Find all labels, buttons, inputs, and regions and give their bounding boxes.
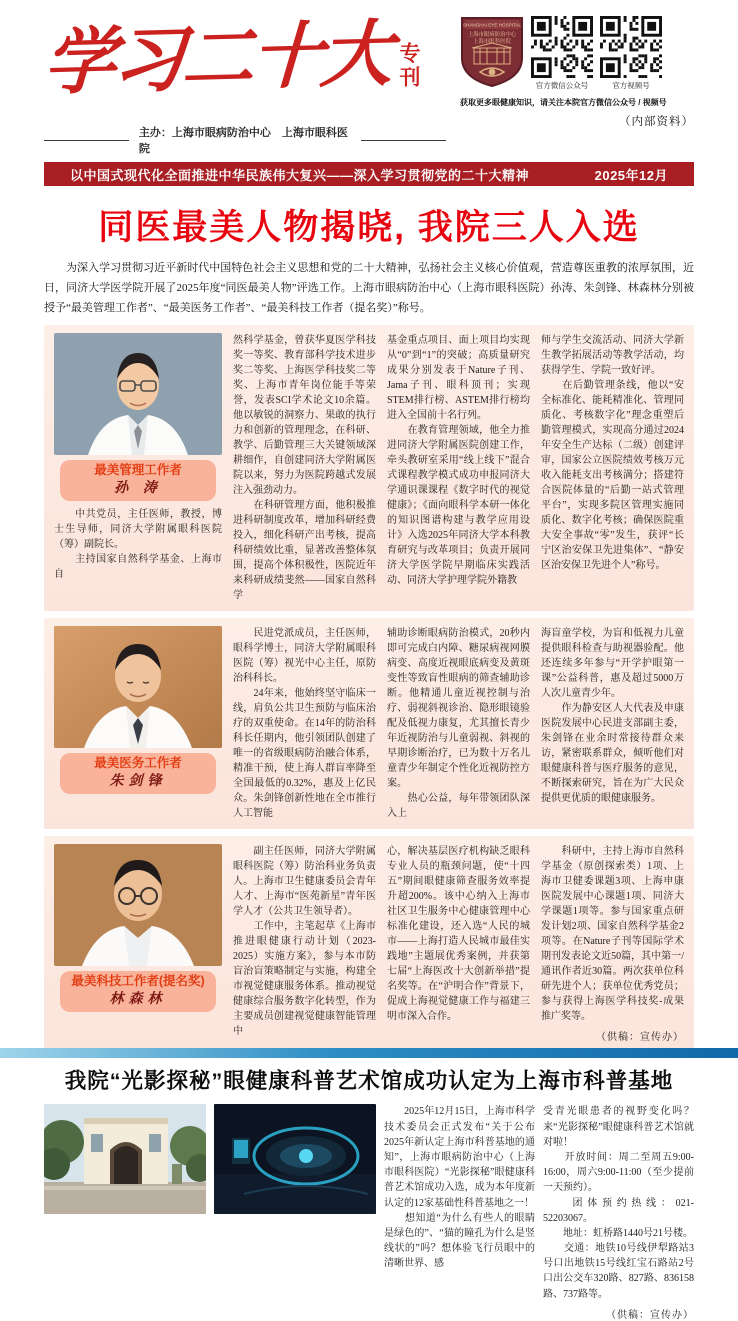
text-column-3: [541, 626, 684, 821]
organizer-rule-right: [361, 140, 446, 141]
paragraph: 在科研管理方面，他积极推进科研制度改革，增加科研经费投入，细化科研产出考核，提高科研绩效比重，显著改善整体氛围，提高个体积极性，医院近年来科研成绩斐然——国家自然科学: [233, 500, 376, 602]
paragraph: 副主任医师，同济大学附属眼科医院（筹）防治科业务负责人。上海市卫生健康委员会青年人才、上海市“医苑新星”青年医学人才（公共卫生领导者）。: [233, 846, 376, 918]
paragraph: 然科学基金，曾获华夏医学科技奖一等奖、教育部科学技术进步奖二等奖、上海医学科技奖二等奖、上海市青年岗位能手等荣誉，发表SCI学术论文10余篇。他以敏锐的洞察力、果敢的执行力和创新的管理理念，在科研、教学、后勤管理三大关键领域深耕细作，自创建同济大学附属医院以来，努力为医院跨越式发展注入强劲动力。: [233, 335, 376, 497]
profile-row-lin-senlin: [44, 836, 694, 1051]
award-badge: [60, 753, 216, 794]
paragraph: 工作中，主笔起草《上海市推进眼健康行动计划（2023-2025）实施方案》，参与本市防盲治盲策略制定与实施，构建全市视觉健康服务体系。推动视觉健康综合服务数字化转型，作为主要成员创建视觉健康智能管理中: [233, 921, 376, 1038]
masthead-title-row: [41, 10, 446, 116]
text-column-3: [541, 333, 684, 603]
paragraph: 师与学生交流活动、同济大学新生教学拓展活动等教学活动，均获得学生、学院一致好评。: [541, 335, 684, 377]
photo-cell: [54, 844, 222, 1043]
paragraph: 24年来，他始终坚守临床一线，肩负公共卫生预防与临床治疗的双重使命。在14年的防治科科长任期内，他引领团队创建了唯一的省级眼病防治融合体系，精准干预，使上海人群盲率降至全国最低的0.32%，惠及上亿民众。朱剑锋创新性地在全市推行人工智能: [233, 688, 376, 820]
paragraph: 心，解决基层医疗机构缺乏眼科专业人员的瓶颈问题，使“十四五”期间眼健康筛查服务效率提升超200%。该中心纳入上海市社区卫生服务中心健康管理中心标准化建设，还入选“人民的城市——上海打造人民城市最佳实践地”主题展优秀案例，并获第七届“上海医改十大创新举措”提名奖等。在“沪明合作”背景下，促成上海视觉健康工作与福建三明市深入合作。: [387, 846, 530, 1023]
organizer-text: 主办：上海市眼病防治中心 上海市眼科医院: [138, 127, 348, 155]
masthead-right-block: [460, 16, 694, 156]
paragraph: 作为静安区人大代表及申康医院发展中心民进支部副主委，朱剑锋在业余时常接待群众来访，紧密联系群众，倾听他们对眼健康科普与医疗服务的意见，不断探索研究，旨在为广大民众提供更优质的眼健康服务。: [541, 703, 684, 805]
article2-column-1: [384, 1104, 535, 1320]
article2-body: [44, 1104, 694, 1320]
masthead-title-block: [41, 10, 446, 156]
paragraph: 开放时间：周二至周五9:00-16:00，周六9:00-11:00（至少提前一天预约）。: [543, 1151, 694, 1194]
paragraph: 基金重点项目、面上项目均实现从“0”到“1”的突破；高质量研究成果分别发表于Nature子刊、Jama子刊、眼科顶刊；实现STEM排行榜、ASTEM排行榜均进入全国前十名行列。: [387, 335, 530, 422]
article1-headline: 同医最美人物揭晓, 我院三人入选: [98, 208, 640, 247]
article2-byline: （供稿：宣传办）: [606, 1309, 694, 1321]
paragraph: 2025年12月15日，上海市科学技术委员会正式发布“关于公布2025年新认定上海市科普基地的通知”，上海市眼病防治中心（上海市眼科医院）“光影探秘”眼健康科普艺术馆成功入选，成为本年度新认定的12家基础性科普基地之一！: [384, 1106, 535, 1209]
photo-museum-exhibit: [214, 1104, 376, 1214]
paragraph: 热心公益，每年带领团队深入上: [387, 793, 530, 820]
person-name: 孙 涛: [114, 480, 162, 497]
text-column-2: [387, 333, 530, 603]
photo-caption: [54, 507, 222, 582]
paragraph: 受青光眼患者的视野变化吗？来“光影探秘”眼健康科普艺术馆就对啦！: [543, 1106, 694, 1148]
video-qr-label: 官方视频号: [612, 81, 650, 90]
person-name: 林森林: [109, 991, 167, 1008]
paragraph: 团体预约热线：021-52203067。: [543, 1197, 694, 1224]
organizer-line: [44, 124, 446, 156]
badge-title: 最美科技工作者(提名奖): [71, 974, 205, 989]
paragraph: 想知道“为什么有些人的眼睛是绿色的”、“猫的瞳孔为什么是竖线状的”吗？想体验飞行员眼中的清晰世界、感: [384, 1212, 535, 1270]
portrait-photo-lin-senlin: [54, 844, 222, 966]
profile-row-sun-tao: [44, 325, 694, 611]
logo-qr-row: [460, 16, 694, 91]
paragraph: 辅助诊断眼病防治模式，20秒内即可完成白内障、糖尿病视网膜病变、高度近视眼底病变及黄斑变性等致盲性眼病的筛查辅助诊断。他精通儿童近视控制与治疗、弱视斜视诊治、隐形眼镜验配及低视力康复，尤其擅长青少年近视防治与儿童弱视、斜视的早期诊断治疗，已为数十万名儿童青少年制定个性化近视防控方案。: [387, 628, 530, 790]
organizer-rule-left: [44, 140, 129, 141]
photo-cell: [54, 626, 222, 821]
badge-title: 最美管理工作者: [94, 463, 182, 478]
portrait-photo-zhu-jianfeng: [54, 626, 222, 748]
crest-line2: 上海市眼科医院: [473, 39, 511, 45]
paragraph: 交通：地铁10号线伊犁路站3号口出地铁15号线红宝石路站2号口出公交车320路、827路、836158路、737路等。: [543, 1243, 694, 1300]
wechat-qr-label: 官方微信公众号: [535, 81, 589, 90]
footer-bar: [0, 1048, 738, 1058]
masthead-title: 学习二十大: [41, 10, 392, 105]
paragraph: 在后勤管理条线，他以“安全标准化、能耗精准化、管理同质化、考核数字化”理念重塑后勤管理模式，实现高分通过2024年安全生产达标（二级）创建评审，国家公立医院绩效考核万元收入能耗支出考核满分；搭建符合医院体量的“后勤一站式管理平台”，实现多院区管理实施同质化、数字化考核；确保医院重大安全事故“零”发生，获评“长宁区治安保卫先进集体”、“静安区治安保卫先进个人”称号。: [541, 380, 684, 572]
person-name: 朱剑锋: [109, 773, 167, 790]
text-column-1: [233, 626, 376, 821]
paragraph: 在教育管理领域，他全力推进同济大学附属医院创建工作，牵头教研室采用“线上线下”混合式课程教学模式成功申报同济大学通识课课程《数字时代的视觉健康》；《面向眼科学本研一体化的知识图谱构建与教学应用设计》入选2025年同济大学本科教育研究与改革项目；负责开展同济大学医学院早期临床实践活动、同济大学护理学院外籍教: [387, 425, 530, 587]
paragraph: 主持国家自然科学基金、上海市自: [54, 554, 222, 581]
hospital-crest-icon: [460, 16, 524, 88]
badge-title: 最美医务工作者: [94, 756, 182, 771]
award-badge: [60, 460, 216, 501]
award-badge: [60, 971, 216, 1012]
slogan-banner: [44, 162, 694, 186]
text-column-2: [387, 844, 530, 1043]
qr-code-video-block: [600, 16, 662, 91]
internal-material-note: （内部资料）: [619, 116, 694, 128]
profile-row-zhu-jianfeng: [44, 618, 694, 829]
article1-intro: 为深入学习贯彻习近平新时代中国特色社会主义思想和党的二十大精神，弘扬社会主义核心价值观，营造尊医重教的浓厚氛围，近日，同济大学医学院开展了2025年度“同医最美人物”评选工作。上海市眼病防治中心（上海市眼科医院）孙涛、朱剑锋、林森林分别被授予“最美管理工作者”、“最美医务工作者”、“最美科技工作者（提名奖）”称号。: [44, 262, 694, 314]
text-column-3-paras: [541, 844, 684, 1024]
article2-headline: 我院“光影探秘”眼健康科普艺术馆成功认定为上海市科普基地: [64, 1069, 674, 1094]
article1-byline: （供稿：宣传办）: [596, 1032, 684, 1044]
crest-english-text: SHANGHAI EYE HOSPITAL: [462, 22, 522, 28]
paragraph: 海盲童学校，为盲和低视力儿童提供眼科检查与助视器验配。他还连续多年参与“开学护眼第一课”公益科普，惠及超过5000万人次儿童青少年。: [541, 628, 684, 700]
article2-column-2-paras: [543, 1104, 694, 1301]
slogan-text: 以中国式现代化全面推进中华民族伟大复兴——深入学习贯彻党的二十大精神: [70, 167, 530, 183]
qr-code-wechat-block: [531, 16, 593, 91]
special-issue-label: 专刊: [397, 42, 421, 90]
qr-follow-note: 获取更多眼健康知识，请关注本院官方微信公众号 / 视频号: [460, 98, 667, 107]
portrait-photo-sun-tao: [54, 333, 222, 455]
paragraph: 地址：虹桥路1440号21号楼。: [543, 1227, 693, 1239]
paragraph: 科研中，主持上海市自然科学基金（原创探索类）1项、上海市卫健委课题3项、上海申康医院发展中心课题1项、同济大学课题1项等。参与国家重点研发计划2项、国家自然科学基金2项等。在Nature子刊等国际学术期刊发表论文近50篇，其中第一/通讯作者近30篇。两次获单位科研先进个人；获单位优秀党员；参与获得上海医学科技奖-成果推广奖等。: [541, 846, 684, 1023]
photo-cell: [54, 333, 222, 603]
text-column-2: [387, 626, 530, 821]
photo-museum-exterior: [44, 1104, 206, 1214]
paragraph: 民进党派成员，主任医师，眼科学博士，同济大学附属眼科医院（筹）视光中心主任，原防治科科长。: [233, 628, 376, 685]
crest-line1: 上海市眼病防治中心: [467, 32, 517, 38]
text-column-3: [541, 844, 684, 1043]
paragraph: 中共党员，主任医师，教授，博士生导师，同济大学附属眼科医院（筹）副院长。: [54, 509, 222, 551]
masthead: [41, 10, 694, 156]
video-qr-code: [600, 16, 662, 78]
text-column-1: [233, 333, 376, 603]
issue-date: 2025年12月: [594, 167, 668, 183]
article2-column-2: [543, 1104, 694, 1320]
wechat-qr-code: [531, 16, 593, 78]
text-column-1: [233, 844, 376, 1043]
